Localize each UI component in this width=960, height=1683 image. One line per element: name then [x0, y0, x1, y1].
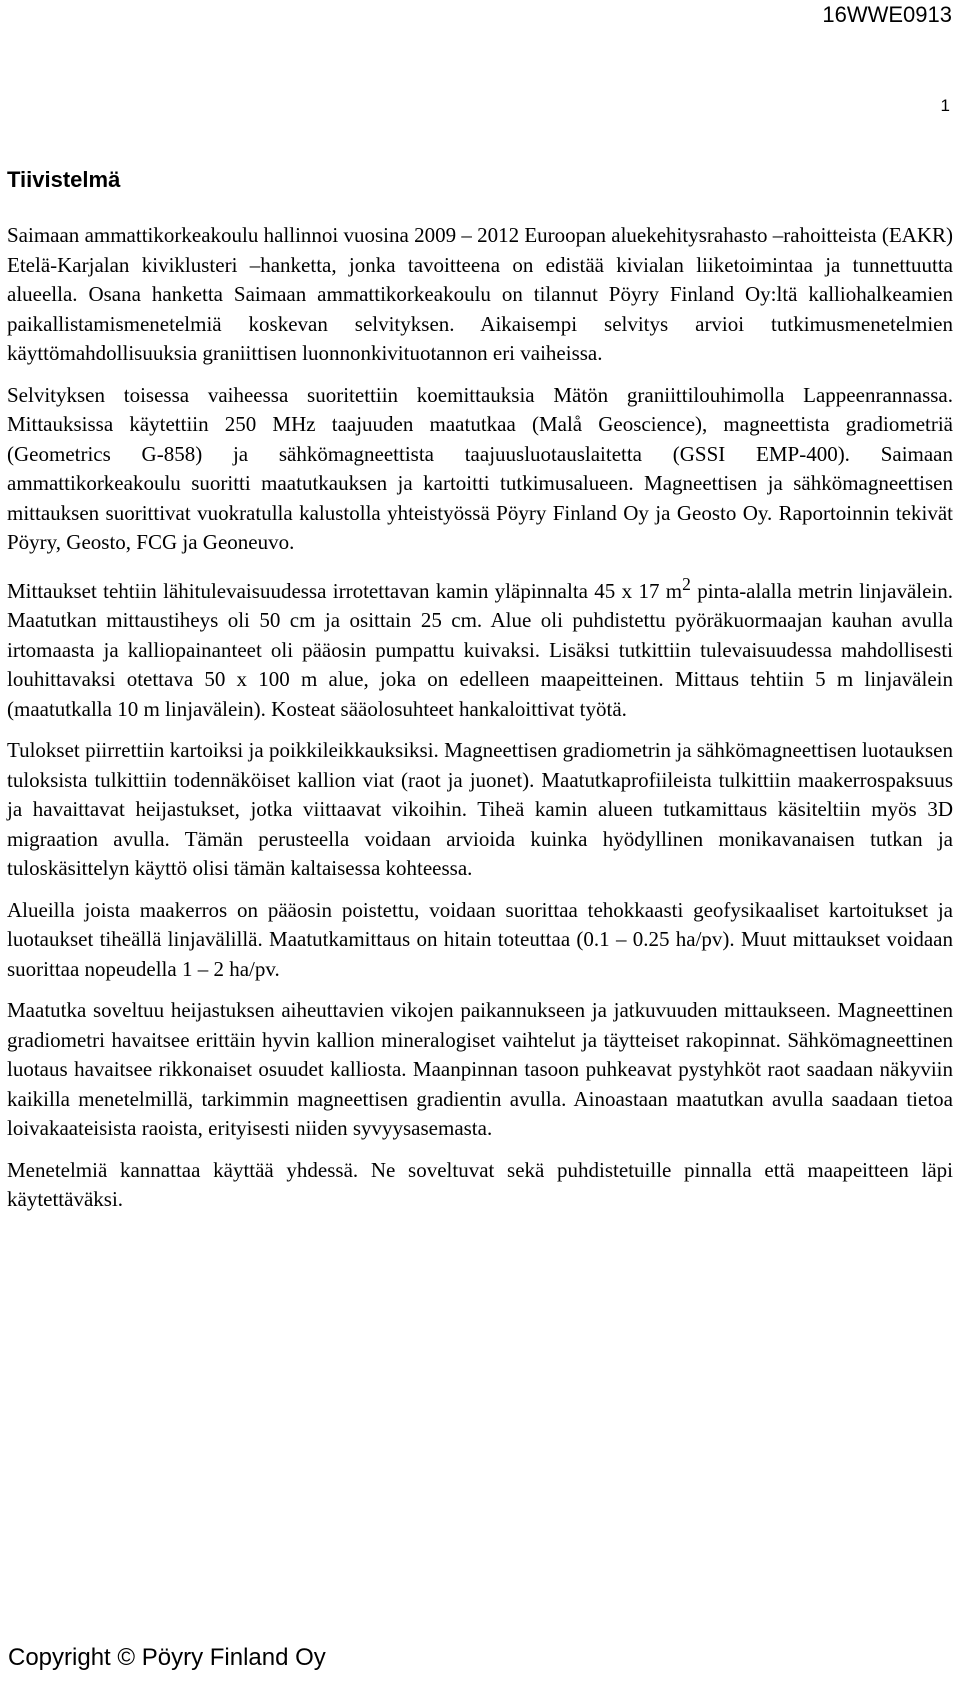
paragraph-2: Selvityksen toisessa vaiheessa suoritettiin koemittauksia Mätön graniittilouhimolla Lappeenrannassa. Mittauksissa käytettiin 250 MHz taajuuden maatutkaa (Malå Geoscience), magneettista gradiometriä (Geometrics G-858) ja sähkömagneettista taajuusluotauslaitetta (GSSI EMP-400). Saimaan ammattikorkeakoulu suoritti maatutkauksen ja kartoitti tutkimusalueen. Magneettisen ja sähkömagneettisen mittauksen suorittivat vuokratulla kalustolla yhteistyössä Pöyry Finland Oy ja Geosto Oy. Raportoinnin tekivät Pöyry, Geosto, FCG ja Geoneuvo.	[7, 382, 953, 554]
paragraph-6: Maatutka soveltuu heijastuksen aiheuttavien vikojen paikannukseen ja jatkuvuuden mittaukseen. Magneettinen gradiometri havaitsee erittäin hyvin kallion mineralogiset vaihtelut ja täytteiset rakopinnat. Sähkömagneettinen luotaus havaitsee rikkonaiset osuudet kalliosta. Maanpinnan tasoon puhkeavat pystyhköt raot saadaan näkyviin kaikilla menetelmillä, tarkimmin magneettisen gradientin avulla. Ainoastaan maatutkan avulla saadaan tietoa loivakaateisista raoista, erityisesti niiden syvyysasemasta.	[7, 998, 953, 1140]
paragraph-5: Alueilla joista maakerros on pääosin poistettu, voidaan suorittaa tehokkaasti geofysikaaliset kartoitukset ja luotaukset tiheällä linjavälillä. Maatutkamittaus on hitain toteuttaa (0.1 – 0.25 ha/pv). Muut mittaukset voidaan suorittaa nopeudella 1 – 2 ha/pv.	[7, 897, 953, 981]
paragraph-7: Menetelmiä kannattaa käyttää yhdessä. Ne soveltuvat sekä puhdistetuille pinnalla että maapeitteen läpi käytettäväksi.	[7, 1157, 953, 1211]
paragraph-3	[7, 570, 953, 725]
page-title: Tiivistelmä	[7, 167, 121, 192]
superscript-2: 2	[682, 573, 691, 594]
paragraph-3-text-end: pinta-alalla metrin linjavälein. Maatutkan mittaustiheys oli 50 cm ja osittain 25 cm. Alue oli puhdistettu pyöräkuormaajan kauhan avulla irtomaasta ja kalliopainanteet oli pääosin pumpattu kuivaksi. Lisäksi tutkittiin tulevaisuudessa mahdollisesti louhittavaksi otettava 50 x 100 m alue, joka on edelleen maapeitteinen. Mittaus tehtiin 5 m linjavälein (maatutkalla 10 m linjavälein). Kosteat sääolosuhteet hankaloittivat työtä.	[7, 578, 954, 721]
paragraph-1: Saimaan ammattikorkeakoulu hallinnoi vuosina 2009 – 2012 Euroopan aluekehitysrahasto –rahoitteista (EAKR) Etelä-Karjalan kiviklusteri –hanketta, jonka tavoitteena on edistää kivialan liiketoimintaa ja tunnettuutta alueella. Osana hanketta Saimaan ammattikorkeakoulu on tilannut Pöyry Finland Oy:ltä kalliohalkeamien paikallistamismenetelmiä koskevan selvityksen. Aikaisempi selvitys arvioi tutkimusmenetelmien käyttömahdollisuuksia graniittisen luonnonkivituotannon eri vaiheissa.	[7, 223, 953, 365]
document-id: 16WWE0913	[822, 2, 952, 27]
paragraph-4: Tulokset piirrettiin kartoiksi ja poikkileikkauksiksi. Magneettisen gradiometrin ja sähkömagneettisen luotauksen tuloksista tulkittiin todennäköiset kallion viat (raot ja juonet). Maatutkaprofiileista tulkittiin maakerrospaksuus ja havaittavat heijastukset, jotka viittaavat vikoihin. Tiheä kamin alueen tutkamittaus käsiteltiin myös 3D migraation avulla. Tämän perusteella voidaan arvioida kuinka hyödyllinen monikavanaisen tutkan ja tuloskäsittelyn käyttö olisi tämän kaltaisessa kohteessa.	[7, 738, 953, 880]
copyright-footer: Copyright © Pöyry Finland Oy	[8, 1644, 326, 1671]
paragraph-3-text-start: Mittaukset tehtiin lähitulevaisuudessa irrotettavan kamin yläpinnalta 45 x 17 m	[7, 578, 683, 603]
document-body	[7, 221, 953, 1227]
page-number: 1	[940, 96, 950, 115]
